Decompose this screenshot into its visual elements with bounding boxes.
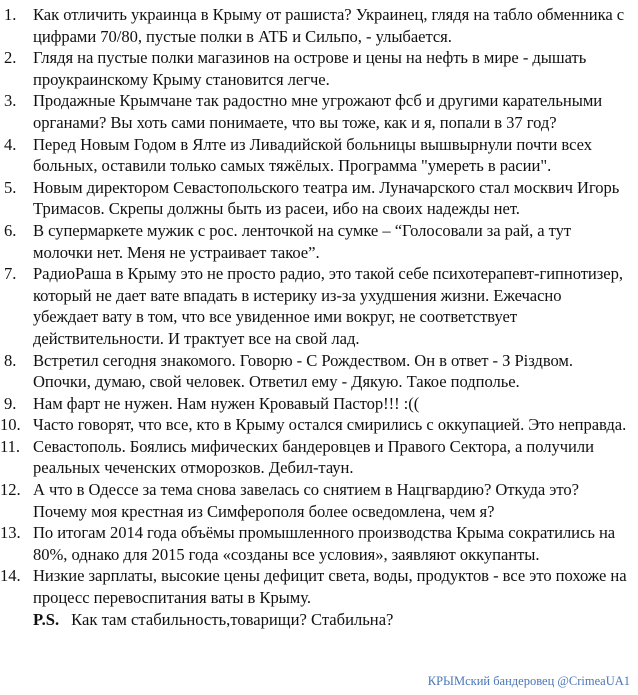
list-item-text: Встретил сегодня знакомого. Говорю - С Рождеством. Он в ответ - З Різдвом. Опочки, думаю, свой человек. Ответил ему - Дякую. Такое подполье. <box>33 350 573 392</box>
list-item-text: Новым директором Севастопольского театра им. Луначарского стал москвич Игорь Тримасов. Скрепы должны быть из расеи, ибо на своих надежды нет. <box>33 177 620 219</box>
list-item <box>0 393 638 415</box>
list-item <box>0 47 638 90</box>
list-item <box>0 350 638 393</box>
list-item-text: Глядя на пустые полки магазинов на острове и цены на нефть в мире - дышать проукраинскому Крыму становится легче. <box>33 48 587 89</box>
list-item-number: 3. <box>4 91 17 111</box>
list-item-text: Низкие зарплаты, высокие цены дефицит света, воды, продуктов - все это похоже на процесс перевоспитания ваты в Крыму. <box>33 566 627 608</box>
list-item-text: Как отличить украинца в Крыму от рашиста? Украинец, глядя на табло обменника с цифрами 70/80, пустые полки в АТБ и Сильпо, - улыбается. <box>33 5 625 46</box>
list-item <box>0 134 638 177</box>
list-item <box>0 177 638 220</box>
list-item-text: РадиоРаша в Крыму это не просто радио, это такой себе психотерапевт-гипнотизер, который не дает вате впадать в истерику из-за ухудшения жизни. Ежечасно убеждает вату в том, что все увиденное ими вокруг, не соответствует действительности. И трактует все на свой лад. <box>33 264 623 348</box>
list-item-number: 8. <box>4 350 17 370</box>
postscript-text: Как там стабильность,товарищи? Стабильна? <box>71 609 394 629</box>
list-item-text: Продажные Крымчане так радостно мне угрожают фсб и другими карательными органами? Вы хоть сами понимаете, что вы тоже, как и я, попали в 37 год? <box>33 91 603 132</box>
list-item-text: Нам фарт не нужен. Нам нужен Кровавый Пастор!!! :(( <box>33 393 420 413</box>
list-item-number: 4. <box>4 134 17 154</box>
list-item-number: 5. <box>4 177 17 197</box>
list-item-number: 12. <box>0 480 21 500</box>
list-item <box>0 220 638 263</box>
list-item-number: 7. <box>4 264 17 284</box>
list-item <box>0 436 638 479</box>
postscript-label: P.S. <box>33 609 60 629</box>
list-item <box>0 565 638 608</box>
list-item-number: 2. <box>4 48 17 68</box>
list-item-number: 10. <box>0 415 21 435</box>
list-item-text: В супермаркете мужик с рос. ленточкой на сумке – “Голосовали за рай, а тут молочки нет. Меня не устраивает такое”. <box>33 220 572 262</box>
list-item <box>0 4 638 47</box>
list-item-text: А что в Одессе за тема снова завелась со снятием в Нацгвардию? Откуда это? Почему моя крестная из Симферополя более осведомлена, чем я? <box>33 480 579 521</box>
list-item-number: 1. <box>4 5 17 24</box>
list-item-number: 11. <box>0 436 20 456</box>
postscript <box>0 609 638 631</box>
list-item-number: 13. <box>0 523 21 543</box>
list-item-number: 9. <box>4 393 17 413</box>
list-item-text: По итогам 2014 года объёмы промышленного производства Крыма сократились на 80%, однако для 2015 года «созданы все условия», заявляют оккупанты. <box>33 523 616 564</box>
list-item <box>0 263 638 349</box>
list-item-text: Перед Новым Годом в Ялте из Ливадийской больницы вышвырнули почти всех больных, оставили только самых тяжёлых. Программа "умереть в расии". <box>33 134 592 176</box>
list-item-number: 6. <box>4 220 17 240</box>
list-item <box>0 90 638 133</box>
list-item-number: 14. <box>0 566 21 586</box>
list-item-text: Часто говорят, что все, кто в Крыму остался смирились с оккупацией. Это неправда. <box>33 415 627 435</box>
watermark-credit: КРЫМский бандеровец @CrimeaUA1 <box>427 674 630 688</box>
list-item <box>0 414 638 436</box>
list-item-text: Севастополь. Боялись мифических бандеровцев и Правого Сектора, а получили реальных чеченских отморозков. Дебил-таун. <box>33 436 594 478</box>
list-item <box>0 479 638 522</box>
list-item <box>0 522 638 565</box>
